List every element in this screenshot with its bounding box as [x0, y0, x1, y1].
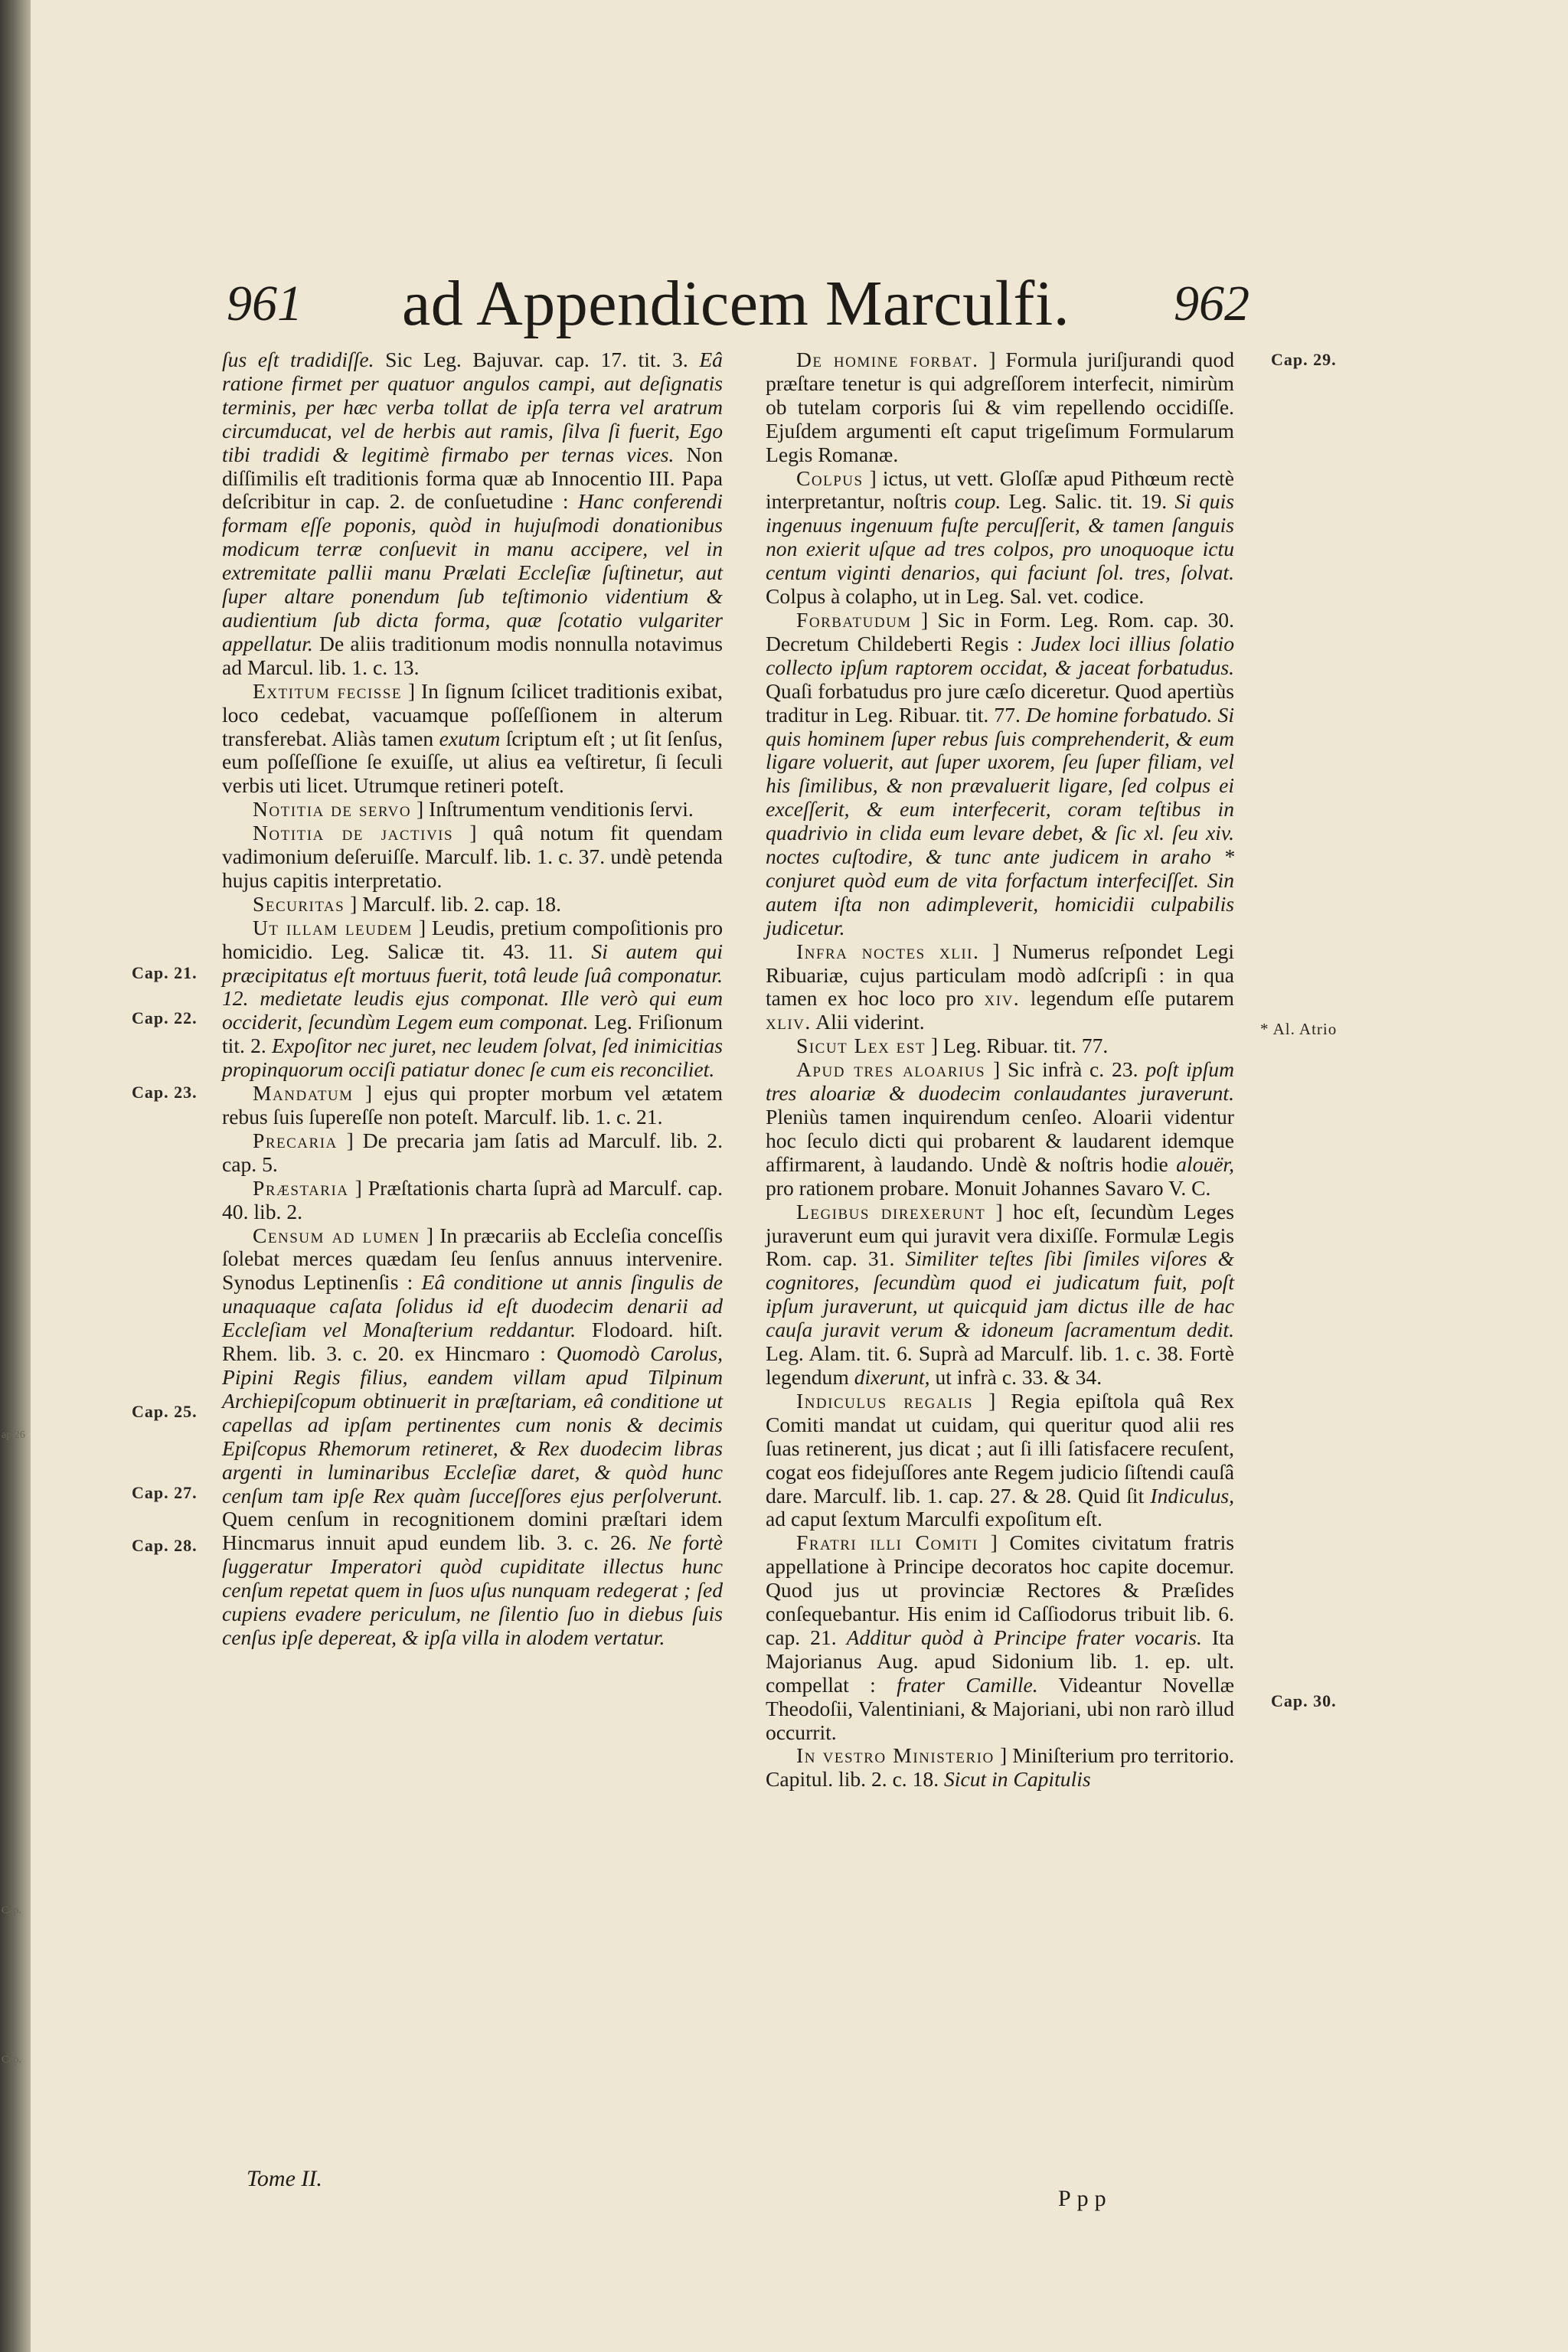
margin-chapter-ref: Cap. 21.: [132, 963, 198, 982]
lemma-heading: Extitum fecisse: [253, 678, 403, 703]
commentary-text: Flodoard. hiſt. Rhem. lib. 3. c. 20. ex Hincmaro :: [222, 1318, 723, 1366]
catchword: Ppp: [1058, 2186, 1112, 2211]
paragraph: [222, 798, 723, 822]
commentary-text: ] Regia epiſtola quâ Rex Comiti mandat ut cuidam, qui queritur quod alii res ſuas retinerent, jus dicat ; aut ſi illi ſatisfacere recuſent, cogat eos fidejuſſores ante Regem judicio ſiſtendi cauſâ dare. Marculf. lib. 1. cap. 27. & 28. Quid ſit: [766, 1388, 1234, 1508]
quotation-text: Sicut in Capitulis: [944, 1767, 1091, 1792]
lemma-heading: Forbatudum: [796, 607, 912, 632]
quotation-text: Si quis ingenuus ingenuum fuſte percuſſerit, & tamen ſanguis non exierit uſque ad tres colpos, pro unoquoque ictu centum viginti denarios, qui faciunt ſol. tres, ſolvat.: [766, 489, 1234, 585]
lemma-heading: Præstaria: [253, 1175, 349, 1200]
right-column: [766, 348, 1234, 1792]
quotation-text: dixerunt,: [854, 1364, 930, 1389]
commentary-text: ut infrà c. 33. & 34.: [929, 1364, 1102, 1389]
quotation-text: Ne fortè ſuggeratur Imperatori quòd cupiditate illectus hunc cenſum repetat quem in ſuos uſus nunquam redegerat ; ſed cupiens evadere periculum, ne ſilentio ſuo in diebus ſuis cenſus ipſe depereat, & ipſa villa in alodem vertatur.: [222, 1530, 723, 1649]
quotation-text: Indiculus,: [1150, 1483, 1234, 1508]
commentary-text: ] ejus qui propter morbum vel ætatem rebus ſuis ſupereſſe non poteſt. Marculf. lib. 1. c. 21.: [222, 1081, 723, 1129]
commentary-text: ] In præcariis ab Eccleſia conceſſis ſolebat merces quædam ſeu ſenſus annuus intervenire. Synodus Leptinenſis :: [222, 1223, 723, 1295]
commentary-text: ] Inſtrumentum venditionis ſervi.: [411, 797, 694, 822]
commentary-text: ] Præſtationis charta ſuprà ad Marculf. cap. 40. lib. 2.: [222, 1175, 723, 1223]
commentary-text: ad caput ſextum Marculfi expoſitum eſt.: [766, 1507, 1102, 1531]
commentary-text: ſcriptum eſt ; ut ſit ſenſus, eum poſſeſſione ſe exuiſſe, ut alius ea veſtiretur, ſi ſeculi verbis uti licet. Utrumque retineri poteſt.: [222, 726, 723, 798]
commentary-text: ] hoc eſt, ſecundùm Leges juraverunt eum qui juravit vera dixiſſe. Formulæ Legis Rom. cap. 31.: [766, 1199, 1234, 1271]
lemma-heading: Infra noctes xlii.: [796, 939, 980, 963]
lemma-heading: Legibus direxerunt: [796, 1199, 986, 1223]
commentary-text: Sic Leg. Bajuvar. cap. 17. tit. 3.: [385, 348, 700, 371]
margin-variant-note: * Al. Atrio: [1260, 1020, 1338, 1038]
lemma-heading: xiv.: [984, 986, 1021, 1011]
commentary-text: ] Formula juriſjurandi quod præſtare tenetur is qui adgreſſorem interfecit, nimirùm ob tutelam corporis ſui & vim repellendo occidiſſe. Ejuſdem argumenti eſt caput trigeſimum Formularum Legis Romanæ.: [766, 348, 1235, 466]
paragraph: [766, 1034, 1234, 1058]
commentary-text: ] De precaria jam ſatis ad Marculf. lib. 2. cap. 5.: [222, 1128, 723, 1176]
quotation-text: Additur quòd à Principe frater vocaris.: [846, 1625, 1202, 1649]
commentary-text: ] Comites civitatum fratris appellatione à Principe decoratos hoc capite docemur. Quod jus ut provinciæ Rectores & Præſides conſequebantur. His enim id Caſſiodorus tribuit lib. 6. cap. 21.: [766, 1530, 1235, 1649]
quotation-text: ſus eſt tradidiſſe.: [222, 348, 386, 371]
lemma-heading: Ut illam leudem: [253, 915, 413, 939]
commentary-text: pro rationem probare. Monuit Johannes Savaro V. C.: [766, 1175, 1211, 1200]
paragraph: [222, 680, 723, 799]
quotation-text: exutum: [439, 726, 501, 750]
lemma-heading: Colpus: [796, 466, 864, 490]
quotation-text: Similiter teſtes ſibi ſimiles viſores & cognitores, ſecundùm quod ei judicatum fuit, poſt ipſum juraverunt, ut quicquid jam dictus ille de hac cauſa juravit verum & idoneum ſacramentum dedit.: [766, 1246, 1234, 1342]
quotation-text: Eâ ratione firmet per quatuor angulos campi, aut deſignatis terminis, per hæc verba tollat de ipſa terra vel aratrum circumducat, vel de herbis aut ramis, ſilva ſi fuerit, Ego tibi tradidi & legitimè firmabo per ternas vices.: [222, 348, 723, 466]
quotation-text: poſt ipſum tres aloariæ & duodecim conlaudantes juraverunt.: [766, 1057, 1234, 1106]
gutter-fragment: Cap.: [2, 1905, 22, 1916]
commentary-text: ] Sic in Form. Leg. Rom. cap. 30. Decretum Childeberti Regis :: [766, 607, 1234, 655]
commentary-text: Quaſi forbatudus pro jure cæſo diceretur. Quod apertiùs traditur in Leg. Ribuar. tit. 77.: [766, 678, 1234, 727]
margin-chapter-ref: Cap. 30.: [1271, 1691, 1337, 1710]
gutter-fragment: ap.26: [2, 1429, 25, 1441]
commentary-text: Ita Majorianus Aug. apud Sidonium lib. 1. ep. ult. compellat :: [766, 1625, 1234, 1697]
lemma-heading: Precaria: [253, 1128, 338, 1152]
commentary-text: Leg. Salic. tit. 19.: [1001, 489, 1175, 514]
quotation-text: De homine forbatudo. Si quis hominem ſuper rebus ſuis comprehenderit, & eum ligare voluerit, aut ſuper uxorem, ſeu ſuper filiam, vel his ſimilibus, & non prævaluerit ligare, ſed colpus ei exceſſerit, & eum interfecerit, coram teſtibus in quadrivio in clida eum levare debet, & ſic xl. ſeu xiv. noctes cuſtodire, & tunc ante judicem in araho * conjuret quòd eum de vita forfactum interfeciſſet. Sin autem iſta non adimpleverit, homicidii culpabilis judicetur.: [766, 702, 1234, 939]
commentary-text: ] Miniſterium pro territorio. Capitul. lib. 2. c. 18.: [766, 1743, 1235, 1792]
commentary-text: Videantur Novellæ Theodoſii, Valentiniani, & Majoriani, ubi non rarò illud occurrit.: [766, 1672, 1235, 1744]
commentary-text: Non diſſimilis eſt traditionis forma quæ ab Innocentio III. Papa deſcribitur in cap. 2. de conſuetudine :: [222, 442, 724, 514]
commentary-text: ] quâ notum fit quendam vadimonium deſeruiſſe. Marculf. lib. 1. c. 37. undè petenda hujus capitis interpretatio.: [222, 821, 723, 892]
lemma-heading: xliv.: [766, 1010, 812, 1034]
running-title: ad Appendicem Marculfi.: [402, 268, 1070, 339]
paragraph: [766, 1200, 1234, 1390]
commentary-text: ] Leudis, pretium compoſitionis pro homicidio. Leg. Salicæ tit. 43. 11.: [222, 915, 724, 963]
paragraph: [766, 1531, 1234, 1744]
commentary-text: Colpus à colapho, ut in Leg. Sal. vet. codice.: [766, 584, 1145, 609]
margin-chapter-ref: Cap. 23.: [132, 1083, 198, 1102]
paragraph: [222, 348, 723, 680]
margin-chapter-ref: Cap. 25.: [132, 1402, 198, 1421]
commentary-text: ] Numerus reſpondet Legi Ribuariæ, cujus particulam modò adſcripſi : in qua tamen ex hoc loco pro: [766, 939, 1234, 1011]
commentary-text: De aliis traditionum modis nonnulla notavimus ad Marcul. lib. 1. c. 13.: [222, 631, 723, 679]
quotation-text: Si autem qui præcipitatus eſt mortuus fuerit, totâ leude ſuâ componatur. 12. medietate leudis ejus componat. Ille verò qui eum occiderit, ſecundùm Legem eum componat.: [222, 939, 723, 1034]
paragraph: [222, 1129, 723, 1177]
margin-chapter-ref: Cap. 22.: [132, 1008, 198, 1027]
commentary-text: ] Sic infrà c. 23.: [985, 1057, 1146, 1082]
quotation-text: alouër,: [1176, 1152, 1234, 1176]
paragraph: [766, 467, 1234, 609]
commentary-text: ] Marculf. lib. 2. cap. 18.: [345, 891, 561, 916]
paragraph: [766, 348, 1234, 467]
lemma-heading: Indiculus regalis: [796, 1388, 974, 1413]
left-column: [222, 348, 723, 1650]
gutter-fragment: Cap.: [2, 2054, 22, 2066]
volume-signature: Tome II.: [247, 2166, 322, 2191]
quotation-text: Judex loci illius ſolatio collecto ipſum raptorem occidat, & jaceat forbatudus.: [766, 631, 1234, 679]
paragraph: [222, 893, 723, 916]
running-header: [0, 270, 1568, 354]
lemma-heading: Notitia de jactivis: [253, 821, 454, 845]
lemma-heading: Sicut Lex est: [796, 1034, 926, 1058]
lemma-heading: Fratri illi Comiti: [796, 1530, 978, 1555]
lemma-heading: Censum ad lumen: [253, 1223, 420, 1247]
paragraph: [222, 916, 723, 1082]
paragraph: [222, 1082, 723, 1129]
commentary-text: ] Leg. Ribuar. tit. 77.: [925, 1034, 1109, 1058]
page-number-left: 961: [227, 276, 302, 332]
commentary-text: Pleniùs tamen inquirendum cenſeo. Aloarii videntur hoc ſeculo dicti qui probarent & laudarent idemque affirmarent, à laudando. Undè & noſtris hodie: [766, 1105, 1234, 1176]
paragraph: [766, 1744, 1234, 1792]
lemma-heading: Notitia de servo: [253, 797, 412, 822]
margin-chapter-ref: Cap. 29.: [1271, 350, 1337, 369]
quotation-text: Quomodò Carolus, Pipini Regis filius, eandem villam apud Tilpinum Archiepiſcopum obtinuerit in præſtariam, eâ conditione ut capellas ad ipſam pertinentes cum nonis & decimis Epiſcopus Rhemorum retineret, & Rex duodecim libras argenti in luminaribus Eccleſiæ daret, & quòd hunc cenſum tam ipſe Rex quàm ſucceſſores ejus perſolverunt.: [222, 1341, 723, 1508]
quotation-text: Eâ conditione ut annis ſingulis de unaquaque caſata ſolidus id eſt duodecim denarii ad Eccleſiam vel Monaſterium reddantur.: [222, 1270, 723, 1342]
paragraph: [222, 1224, 723, 1650]
page-number-right: 962: [1174, 276, 1250, 332]
lemma-heading: In vestro Ministerio: [796, 1743, 995, 1768]
lemma-heading: Apud tres aloarius: [796, 1057, 986, 1082]
commentary-text: Alii viderint.: [811, 1010, 925, 1034]
paragraph: [766, 1390, 1234, 1531]
quotation-text: Hanc conferendi formam eſſe poponis, quòd in hujuſmodi donationibus modicum terræ conſuevit in manu accipere, vel in extremitate pallii manu Prælati Eccleſiæ ſuſtinetur, aut ſuper altare ponendum ſub teſtimonio videntium & audientium ſub dicta forma, quæ ſcotatio vulgariter appellatur.: [222, 489, 723, 655]
margin-chapter-ref: Cap. 28.: [132, 1536, 198, 1555]
commentary-text: ] In ſignum ſcilicet traditionis exibat, loco cedebat, vacuamque poſſeſſionem in alterum transferebat. Aliàs tamen: [222, 678, 723, 750]
quotation-text: coup.: [954, 489, 1001, 514]
margin-chapter-ref: Cap. 27.: [132, 1483, 198, 1502]
commentary-text: Leg. Alam. tit. 6. Suprà ad Marculf. lib. 1. c. 38. Fortè legendum: [766, 1341, 1234, 1389]
paragraph: [222, 1177, 723, 1224]
paragraph: [766, 1058, 1234, 1200]
commentary-text: Quem cenſum in recognitionem domini præſtari idem Hincmarus innuit apud eundem lib. 3. c. 26.: [222, 1507, 723, 1555]
lemma-heading: Mandatum: [253, 1081, 354, 1106]
paragraph: [222, 822, 723, 893]
commentary-text: Leg. Friſionum tit. 2.: [222, 1010, 723, 1058]
paragraph: [766, 609, 1234, 940]
quotation-text: Expoſitor nec juret, nec leudem ſolvat, ſed inimicitias propinquorum occiſi patiatur donec ſe cum eis reconciliet.: [222, 1034, 723, 1082]
paragraph: [766, 940, 1234, 1035]
lemma-heading: Securitas: [253, 891, 345, 916]
commentary-text: legendum eſſe putarem: [1020, 986, 1235, 1011]
commentary-text: ] ictus, ut vett. Gloſſæ apud Pithœum rectè interpretantur, noſtris: [766, 466, 1234, 514]
lemma-heading: De homine forbat.: [796, 348, 979, 371]
quotation-text: frater Camille.: [897, 1672, 1038, 1697]
